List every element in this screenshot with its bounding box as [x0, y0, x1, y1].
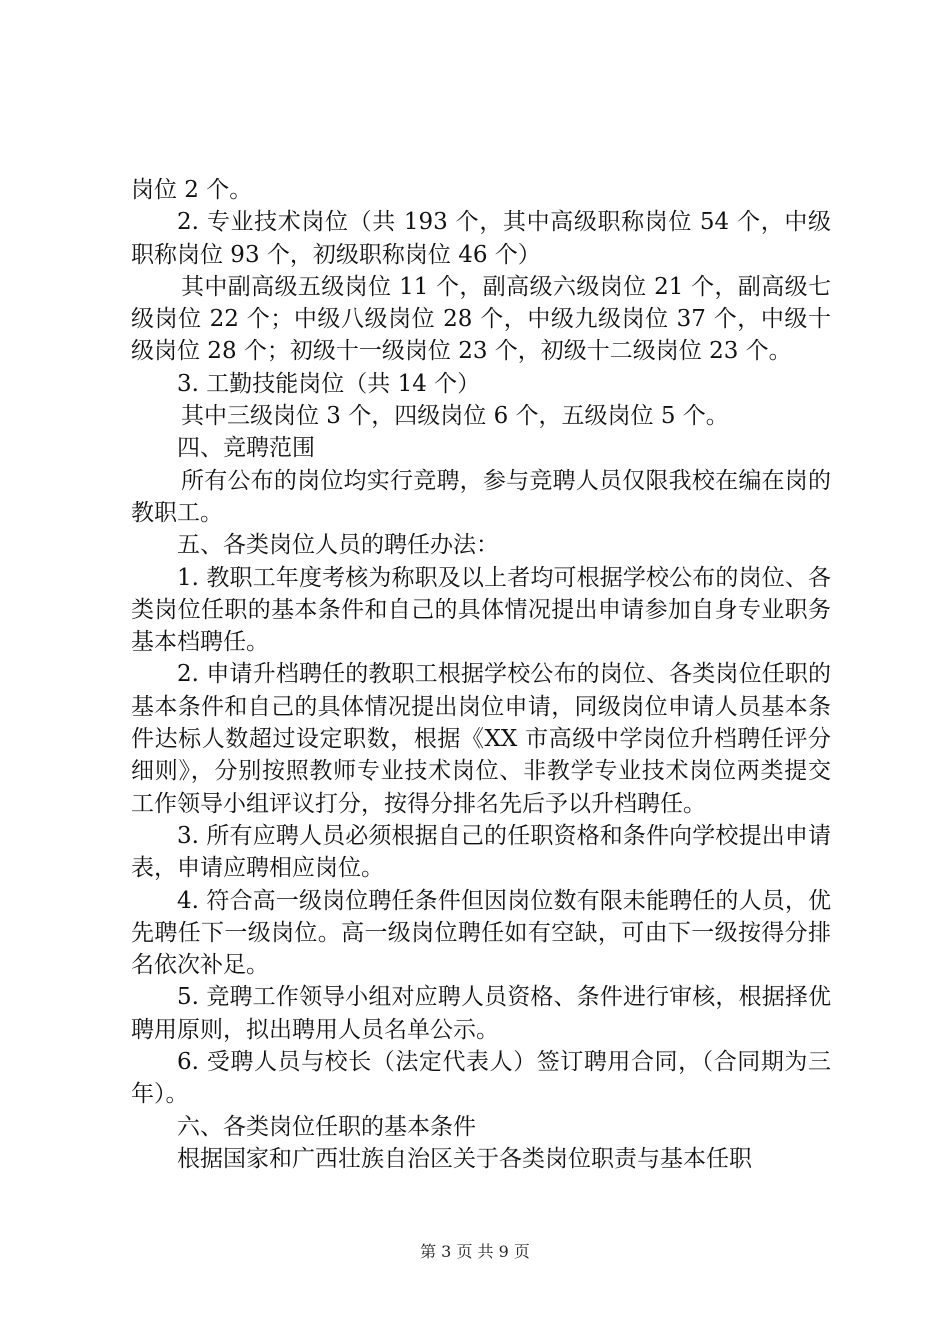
paragraph-method-5: 5. 竞聘工作领导小组对应聘人员资格、条件进行审核，根据择优聘用原则，拟出聘用人员名单公示。 [131, 984, 831, 1043]
section-heading-appointment-methods: 五、各类岗位人员的聘任办法： [177, 532, 499, 559]
paragraph-method-6: 6. 受聘人员与校长（法定代表人）签订聘用合同，（合同期为三年）。 [131, 1049, 831, 1108]
paragraph-professional-technical-breakdown: 其中副高级五级岗位 11 个，副高级六级岗位 21 个，副高级七级岗位 22 个；中级八级岗位 28 个，中级九级岗位 37 个，中级十级岗位 28 个；初级十一级岗位 23 个，初级十二级岗位 23 个。 [131, 273, 831, 365]
paragraph-method-2: 2. 申请升档聘任的教职工根据学校公布的岗位、各类岗位任职的基本条件和自己的具体情况提出岗位申请，同级岗位申请人员基本条件达标人数超过设定职数，根据《XX 市高级中学岗位升档聘任评分细则》，分别按照教师专业技术岗位、非教学专业技术岗位两类提交工作领导小组评议打分，按得分排名先后予以升档聘任。 [131, 661, 831, 817]
paragraph-service-skill-breakdown: 其中三级岗位 3 个，四级岗位 6 个，五级岗位 5 个。 [181, 403, 729, 430]
paragraph-method-3: 3. 所有应聘人员必须根据自己的任职资格和条件向学校提出申请表，申请应聘相应岗位。 [131, 822, 831, 882]
paragraph-continuation: 岗位 2 个。 [131, 177, 253, 203]
paragraph-scope: 所有公布的岗位均实行竞聘，参与竞聘人员仅限我校在编在岗的教职工。 [131, 467, 831, 526]
page-number-footer: 第 3 页 共 9 页 [420, 1242, 530, 1261]
document-body [131, 174, 831, 1175]
section-heading-basic-conditions: 六、各类岗位任职的基本条件 [177, 1113, 476, 1140]
paragraph-method-4: 4. 符合高一级岗位聘任条件但因岗位数有限未能聘任的人员，优先聘任下一级岗位。高一级岗位聘任如有空缺，可由下一级按得分排名依次补足。 [131, 887, 831, 979]
paragraph-basic-conditions: 根据国家和广西壮族自治区关于各类岗位职责与基本任职 [177, 1145, 752, 1172]
section-heading-scope: 四、竞聘范围 [177, 435, 315, 462]
paragraph-method-1: 1. 教职工年度考核为称职及以上者均可根据学校公布的岗位、各类岗位任职的基本条件和自己的具体情况提出申请参加自身专业职务基本档聘任。 [131, 564, 831, 656]
paragraph-service-skill-posts: 3. 工勤技能岗位（共 14 个） [177, 370, 481, 397]
paragraph-professional-technical-posts: 2. 专业技术岗位（共 193 个，其中高级职称岗位 54 个，中级职称岗位 93 个，初级职称岗位 46 个） [131, 209, 831, 268]
